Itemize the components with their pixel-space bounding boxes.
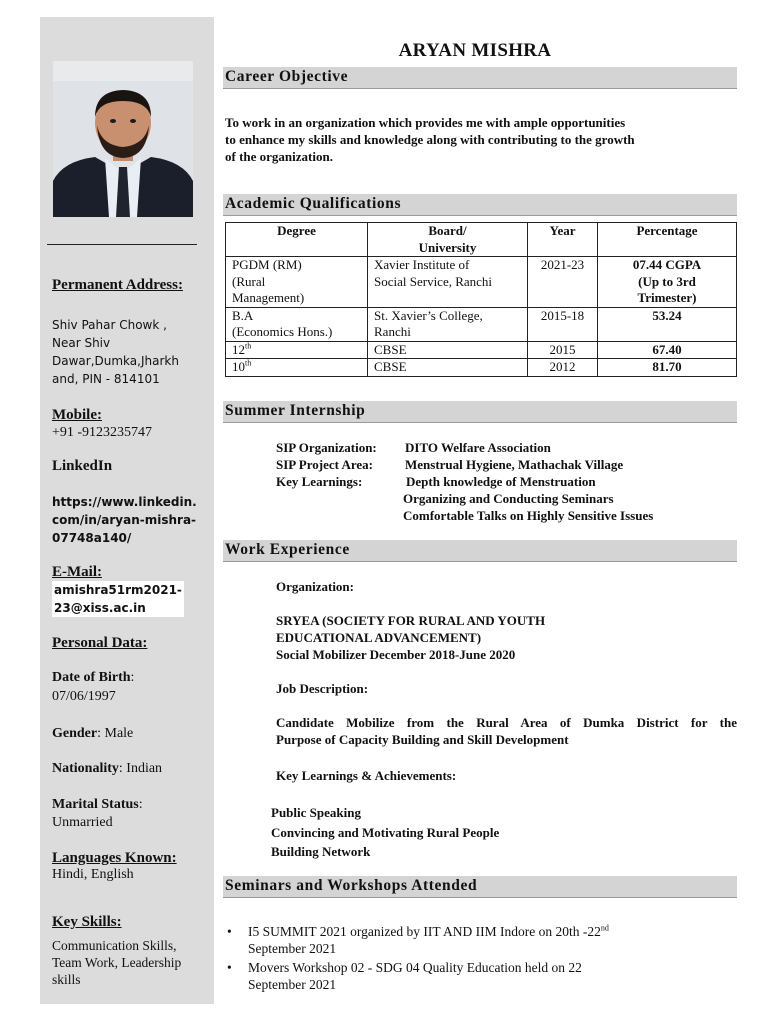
work-experience-details: Organization: SRYEA (SOCIETY FOR RURAL AND YOUTH EDUCATIONAL ADVANCEMENT) Social Mobilizer December 2018-June 2020 Job Description: Candidate Mobilize from the Rural Area of Dumka District for the Purpose of Capacity Building and Skill Development Key Learnings & Achievements:: [276, 579, 737, 783]
table-row: 12th CBSE 2015 67.40: [226, 341, 737, 359]
linkedin-heading: LinkedIn: [52, 458, 113, 474]
languages-heading: Languages Known:: [52, 850, 177, 866]
key-skills-heading: Key Skills:: [52, 914, 122, 930]
sidebar-divider: [47, 244, 197, 245]
internship-details: SIP Organization: DITO Welfare Association SIP Project Area: Menstrual Hygiene, Mathachak Village Key Learnings: Depth knowledge of Menstruation Organizing and Conducting Seminars Comfortable Talks on Highly Sensitive Issues: [276, 440, 654, 523]
col-percentage: Percentage: [598, 223, 737, 257]
col-year: Year: [528, 223, 598, 257]
table-row: B.A (Economics Hons.) St. Xavier’s College, Ranchi 2015-18 53.24: [226, 307, 737, 341]
nationality-field: Nationality: Indian: [52, 761, 163, 776]
email-heading: E-Mail:: [52, 564, 102, 580]
work-experience-header: Work Experience: [223, 540, 737, 562]
gender-field: Gender: Male: [52, 726, 134, 741]
list-item: • I5 SUMMIT 2021 organized by IIT AND IIM Indore on 20th -22nd September 2021: [224, 923, 737, 957]
col-degree: Degree: [226, 223, 368, 257]
table-header-row: [226, 223, 737, 257]
career-objective-header: Career Objective: [223, 67, 737, 89]
address-text: Shiv Pahar Chowk , Near Shiv Dawar,Dumka,Jharkh and, PIN - 814101: [52, 318, 179, 386]
email-address[interactable]: amishra51rm2021- 23@xiss.ac.in: [54, 583, 182, 615]
list-item: • Movers Workshop 02 - SDG 04 Quality Education held on 22 September 2021: [224, 959, 737, 993]
profile-photo: [53, 61, 193, 217]
linkedin-url[interactable]: https://www.linkedin. com/in/aryan-mishra- 07748a140/: [52, 495, 197, 545]
dob-value: 07/06/1997: [52, 689, 116, 704]
summer-internship-header: Summer Internship: [223, 401, 737, 423]
address-heading: Permanent Address:: [52, 277, 183, 293]
academic-table: [225, 222, 737, 377]
mobile-heading: Mobile:: [52, 407, 102, 423]
candidate-name: ARYAN MISHRA: [398, 40, 552, 61]
col-board: Board/ University: [368, 223, 528, 257]
key-skills-text: Communication Skills, Team Work, Leadership skills: [52, 938, 182, 987]
achievements-list: Public Speaking Convincing and Motivating Rural People Building Network: [271, 805, 500, 859]
table-row: PGDM (RM) (Rural Management) Xavier Institute of Social Service, Ranchi 2021-23 07.44 CGPA (Up to 3rd Trimester): [226, 257, 737, 308]
dob-field: Date of Birth:: [52, 670, 135, 685]
career-objective-text: To work in an organization which provides me with ample opportunities to enhance my skills and knowledge along with contributing to the growth of the organization.: [225, 115, 635, 164]
academic-header: Academic Qualifications: [223, 194, 737, 216]
mobile-number: +91 -9123235747: [52, 425, 153, 440]
personal-data-heading: Personal Data:: [52, 635, 148, 651]
table-row: 10th CBSE 2012 81.70: [226, 359, 737, 377]
marital-value: Unmarried: [52, 815, 113, 830]
marital-field: Marital Status:: [52, 797, 143, 812]
seminars-header: Seminars and Workshops Attended: [223, 876, 737, 898]
seminars-list: [224, 923, 737, 993]
languages-value: Hindi, English: [52, 867, 134, 882]
